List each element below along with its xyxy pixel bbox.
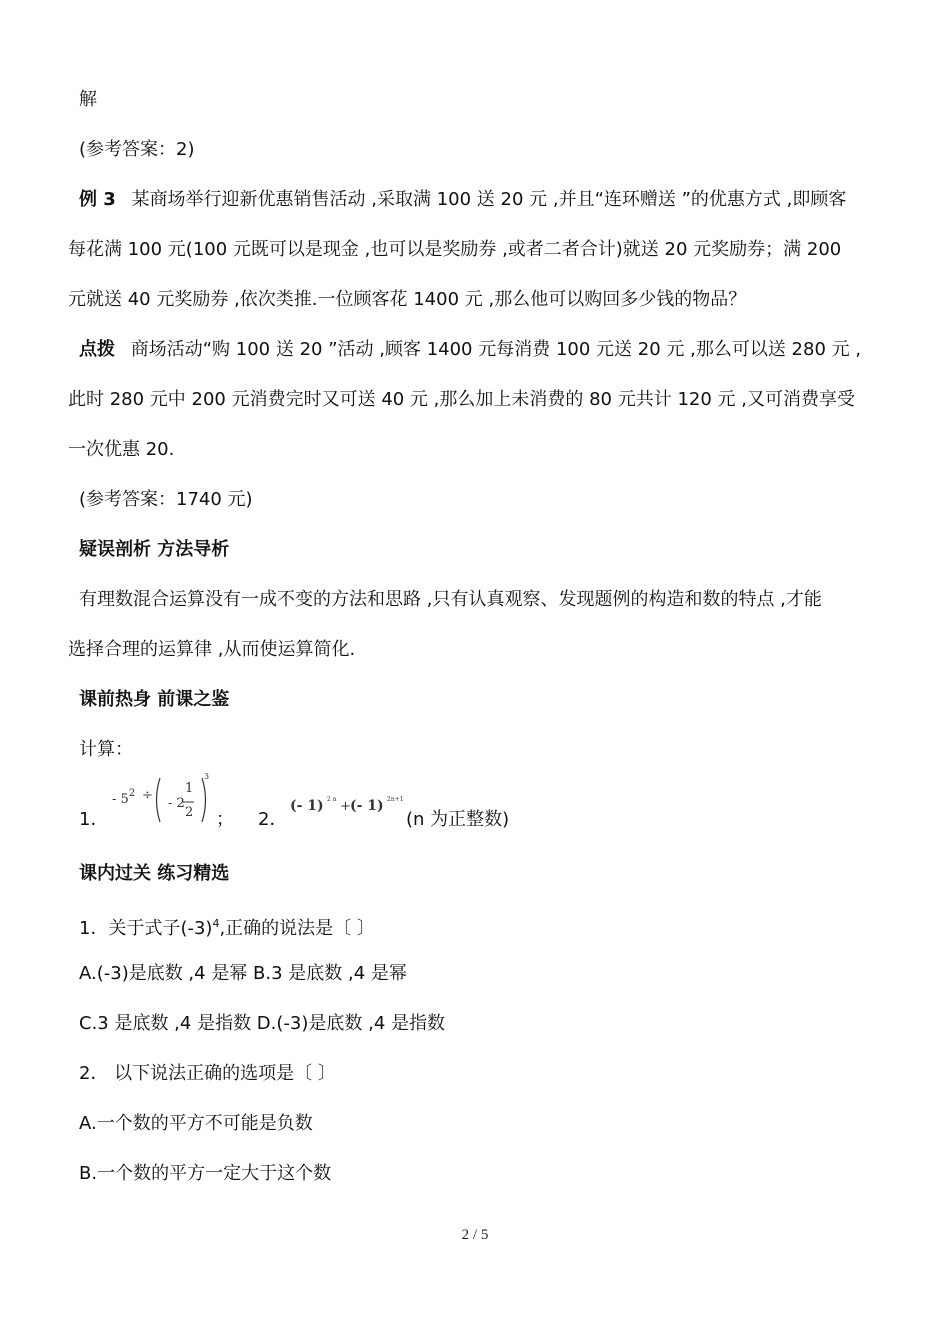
question-text: 1．关于式子(-3) bbox=[79, 918, 213, 939]
example-3-line bbox=[79, 188, 846, 212]
formula-base: - 5 bbox=[112, 792, 129, 807]
divide-sign: ÷ bbox=[142, 788, 153, 803]
formula-term: (- 1) bbox=[290, 798, 324, 814]
reference-answer: (参考答案：2) bbox=[79, 139, 195, 160]
calc-label: 计算： bbox=[79, 739, 133, 760]
question-2-option-b: B.一个数的平方一定大于这个数 bbox=[79, 1163, 332, 1184]
formula-term bbox=[112, 788, 135, 807]
hint-line-2: 此时 280 元中 200 元消费完时又可送 40 元 ,那么加上未消费的 80 元共计 120 元 ,又可消费享受 bbox=[68, 389, 855, 410]
question-1-options-ab: A.(-3)是底数 ,4 是幂 B.3 是底数 ,4 是幂 bbox=[79, 963, 407, 984]
hint-line bbox=[79, 338, 861, 362]
text-line: 解 bbox=[79, 89, 97, 110]
question-text: ,正确的说法是〔 〕 bbox=[219, 918, 375, 939]
hint-text: 商场活动“购 100 送 20 ”活动 ,顾客 1400 元每消费 100 元送 20 元 ,那么可以送 280 元 , bbox=[130, 339, 862, 360]
item-2-note: (n 为正整数) bbox=[406, 809, 510, 830]
outer-exponent: 3 bbox=[204, 772, 210, 781]
example-3-line-2: 每花满 100 元(100 元既可以是现金 ,也可以是奖励券 ,或者二者合计)就送 20 元奖励券；满 200 bbox=[68, 239, 842, 260]
question-exponent: 4 bbox=[212, 917, 220, 930]
formula-term: (- 1) bbox=[350, 798, 384, 814]
hint-label: 点拨 bbox=[79, 339, 115, 360]
mixed-number-whole: - 2 bbox=[168, 796, 185, 811]
example-label: 例 3 bbox=[79, 189, 116, 210]
page-number: 2 / 5 bbox=[461, 1227, 489, 1243]
section-heading: 疑误剖析 方法导析 bbox=[79, 539, 230, 560]
separator: ； bbox=[216, 809, 234, 830]
section-heading: 课内过关 练习精选 bbox=[79, 863, 230, 884]
example-3-line-3: 元就送 40 元奖励券 ,依次类推.一位顾客花 1400 元 ,那么他可以购回多少钱的物品？ bbox=[68, 289, 747, 310]
question-2: 2． 以下说法正确的选项是〔 〕 bbox=[79, 1063, 336, 1084]
formula-exponent: 2 n bbox=[327, 796, 337, 803]
section-heading: 课前热身 前课之鉴 bbox=[79, 689, 230, 710]
fraction-denominator: 2 bbox=[185, 805, 194, 820]
fraction-numerator: 1 bbox=[185, 781, 194, 796]
item-2-number: 2． bbox=[258, 809, 288, 830]
item-1-number: 1． bbox=[79, 809, 109, 830]
formula-1 bbox=[112, 772, 212, 828]
formula-exponent: 2 bbox=[128, 788, 136, 799]
hint-line-3: 一次优惠 20. bbox=[68, 439, 175, 460]
plus-sign: + bbox=[340, 799, 351, 814]
question-1-options-cd: C.3 是底数 ,4 是指数 D.(-3)是底数 ,4 是指数 bbox=[79, 1013, 445, 1034]
reference-answer: (参考答案：1740 元) bbox=[79, 489, 253, 510]
formula-2 bbox=[290, 796, 404, 824]
paragraph-line-2: 选择合理的运算律 ,从而使运算简化. bbox=[68, 639, 356, 660]
example-text: 某商场举行迎新优惠销售活动 ,采取满 100 送 20 元 ,并且“连环赠送 ”的优惠方式 ,即顾客 bbox=[131, 189, 847, 210]
paragraph: 有理数混合运算没有一成不变的方法和思路 ,只有认真观察、发现题例的构造和数的特点 ,才能 bbox=[79, 589, 822, 610]
formula-exponent: 2n+1 bbox=[387, 796, 404, 803]
question-1 bbox=[79, 912, 375, 941]
question-2-option-a: A.一个数的平方不可能是负数 bbox=[79, 1113, 313, 1134]
